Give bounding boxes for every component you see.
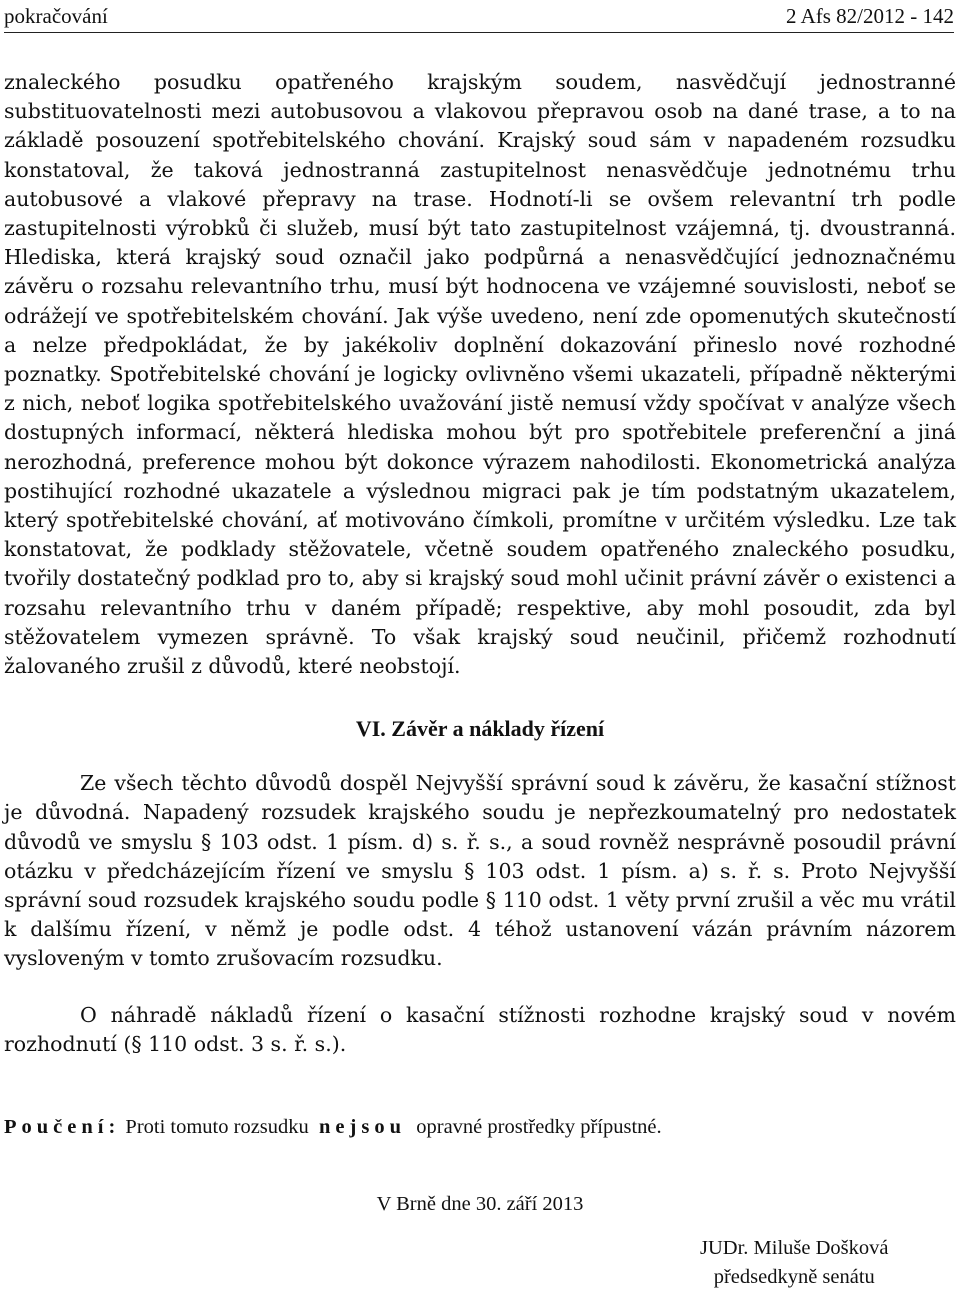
instruction-text-end: opravné prostředky přípustné. bbox=[416, 1116, 662, 1139]
paragraph-conclusion: Ze všech těchto důvodů dospěl Nejvyšší správní soud k závěru, že kasační stížnost je důvodná. Napadený rozsudek krajského soudu je nepřezkoumatelný pro nedostatek důvodů ve smyslu § 103 odst. 1 písm. d) s. ř. s., a soud rovněž nesprávně posoudil právní otázku v předcházejícím řízení ve smyslu § 103 odst. 1 písm. a) s. ř. s. Proto Nejvyšší správní soud rozsudek krajského soudu podle § 110 odst. 1 věty první zrušil a věc mu vrátil k dalšímu řízení, v němž je podle odst. 4 téhož ustanovení vázán právním názorem vysloveným v tomto zrušovacím rozsudku. bbox=[4, 771, 956, 971]
instruction-label: Poučení: bbox=[4, 1116, 121, 1139]
document-body bbox=[4, 68, 956, 1216]
signatory-title: předsedkyně senátu bbox=[713, 1266, 875, 1288]
date-line: V Brně dne 30. září 2013 bbox=[376, 1193, 584, 1216]
paragraph-costs: O náhradě nákladů řízení o kasační stížnosti rozhodne krajský soud v novém rozhodnutí (§ 110 odst. 3 s. ř. s.). bbox=[4, 1002, 956, 1056]
section-heading: VI. Závěr a náklady řízení bbox=[355, 716, 605, 742]
instruction-emphasis: nejsou bbox=[319, 1116, 406, 1139]
paragraph-reasoning: znaleckého posudku opatřeného krajským soudem, nasvědčují jednostranné substituovatelnosti mezi autobusovou a vlakovou přepravou osob na dané trase, a to na základě posouzení spotřebitelského chování. Krajský soud sám v napadeném rozsudku konstatoval, že taková jednostranná zastupitelnost nenasvědčuje jednotnému trhu autobusové a vlakové přepravy na trase. Hodnotí-li se ovšem relevantní trh podle zastupitelnosti výrobků či služeb, musí být tato zastupitelnost vzájemná, tj. dvoustranná. Hlediska, která krajský soud označil jako podpůrná a nenasvědčující jednoznačnému závěru o rozsahu relevantního trhu, musí být hodnocena ve vzájemné souvislosti, neboť se odrážejí ve spotřebitelském chování. Jak výše uvedeno, není zde opomenutých skutečností a nelze předpokládat, že by jakékoliv doplnění dokazování přineslo nové rozhodné poznatky. Spotřebitelské chování je logicky ovlivněno všemi ukazateli, případně některými z nich, neboť logika spotřebitelského uvažování jistě nemusí vždy spočívat v analýze všech dostupných informací, některá hlediska mohou být pro spotřebitele preferenční a jiná nerozhodná, preference mohou být dokonce výrazem nahodilosti. Ekonometrická analýza postihující rozhodné ukazatele a výslednou migraci pak je tím podstatným ukazatelem, který spotřebitelské chování, ať motivováno čímkoli, promítne v určitém výsledku. Lze tak konstatovat, že podklady stěžovatele, včetně soudem opatřeného znaleckého posudku, tvořily dostatečný podklad pro to, aby si krajský soud mohl učinit právní závěr o existenci a rozsahu relevantního trhu v daném případě; respektive, aby mohl posoudit, zda byl stěžovatelem vymezen správně. To však krajský soud neučinil, přičemž rozhodnutí žalovaného zrušil z důvodů, které neobstojí. bbox=[4, 70, 957, 679]
instruction-text-start: Proti tomuto rozsudku bbox=[125, 1116, 309, 1139]
signatory-name: JUDr. Miluše Došková bbox=[700, 1237, 889, 1259]
header-continuation: pokračování bbox=[4, 4, 108, 28]
page-header bbox=[4, 0, 954, 33]
legal-instruction bbox=[4, 1113, 956, 1142]
header-case-number: 2 Afs 82/2012 - 142 bbox=[786, 4, 954, 28]
signature-block bbox=[700, 1234, 888, 1292]
